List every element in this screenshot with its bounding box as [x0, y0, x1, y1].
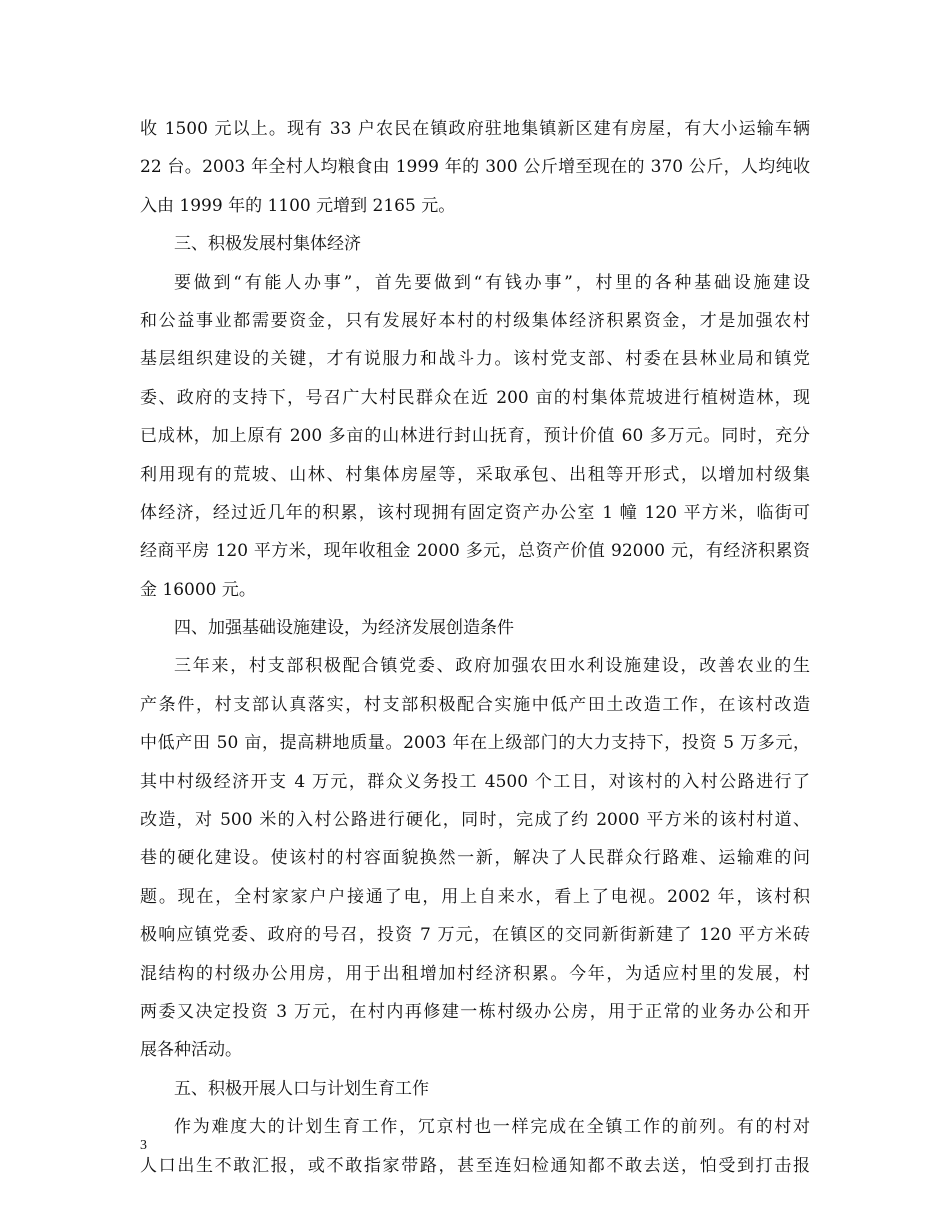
- document-body: [140, 110, 810, 1185]
- text-line: 利用现有的荒坡、山林、村集体房屋等，采取承包、出租等开形式，以增加村级集: [140, 464, 810, 485]
- text-line: 展各种活动。: [140, 1040, 242, 1061]
- text-line: 作为难度大的计划生育工作，冗京村也一样完成在全镇工作的前列。有的村对: [174, 1117, 810, 1138]
- text-line: 入由 1999 年的 1100 元增到 2165 元。: [140, 195, 456, 216]
- page-number: 3: [140, 1138, 147, 1153]
- text-line: 人口出生不敢汇报，或不敢指家带路，甚至连妇检通知都不敢去送，怕受到打击报: [140, 1155, 810, 1176]
- section-heading: 三、积极发展村集体经济: [174, 234, 361, 255]
- section-heading: 四、加强基础设施建设，为经济发展创造条件: [174, 618, 514, 639]
- text-line: 两委又决定投资 3 万元，在村内再修建一栋村级办公房，用于正常的业务办公和开: [140, 1001, 810, 1022]
- text-line: 和公益事业都需要资金，只有发展好本村的村级集体经济积累资金，才是加强农村: [140, 310, 810, 331]
- text-line: 巷的硬化建设。使该村的村容面貌换然一新，解决了人民群众行路难、运输难的问: [140, 848, 810, 869]
- text-line: 体经济，经过近几年的积累，该村现拥有固定资产办公室 1 幢 120 平方米，临街可: [140, 502, 810, 523]
- text-line: 极响应镇党委、政府的号召，投资 7 万元，在镇区的交同新街新建了 120 平方米砖: [140, 925, 810, 946]
- text-line: 已成林，加上原有 200 多亩的山林进行封山抚育，预计价值 60 多万元。同时，充分: [140, 426, 810, 447]
- text-line: 收 1500 元以上。现有 33 户农民在镇政府驻地集镇新区建有房屋，有大小运输车辆: [140, 119, 810, 139]
- text-line: 题。现在，全村家家户户接通了电，用上自来水，看上了电视。2002 年，该村积: [140, 886, 810, 907]
- text-line: 三年来，村支部积极配合镇党委、政府加强农田水利设施建设，改善农业的生: [174, 656, 810, 677]
- text-line: 中低产田 50 亩，提高耕地质量。2003 年在上级部门的大力支持下，投资 5 万多元，: [140, 733, 810, 754]
- text-line: 混结构的村级办公用房，用于出租增加村经济积累。今年，为适应村里的发展，村: [140, 963, 810, 984]
- text-line: 产条件，村支部认真落实，村支部积极配合实施中低产田土改造工作，在该村改造: [140, 694, 810, 715]
- text-line: 其中村级经济开支 4 万元，群众义务投工 4500 个工日，对该村的入村公路进行了: [140, 771, 810, 792]
- section-heading: 五、积极开展人口与计划生育工作: [174, 1078, 429, 1099]
- text-line: 经商平房 120 平方米，现年收租金 2000 多元，总资产价值 92000 元，有经济积累资: [140, 541, 810, 562]
- text-line: 金 16000 元。: [140, 579, 256, 600]
- text-line: 委、政府的支持下，号召广大村民群众在近 200 亩的村集体荒坡进行植树造林，现: [140, 387, 810, 408]
- text-line: 22 台。2003 年全村人均粮食由 1999 年的 300 公斤增至现在的 370 公斤，人均纯收: [140, 157, 810, 178]
- text-line: 要做到“有能人办事”，首先要做到“有钱办事”，村里的各种基础设施建设: [174, 272, 810, 293]
- text-line: 基层组织建设的关键，才有说服力和战斗力。该村党支部、村委在县林业局和镇党: [140, 349, 810, 370]
- text-line: 改造，对 500 米的入村公路进行硬化，同时，完成了约 2000 平方米的该村村道、: [140, 810, 810, 831]
